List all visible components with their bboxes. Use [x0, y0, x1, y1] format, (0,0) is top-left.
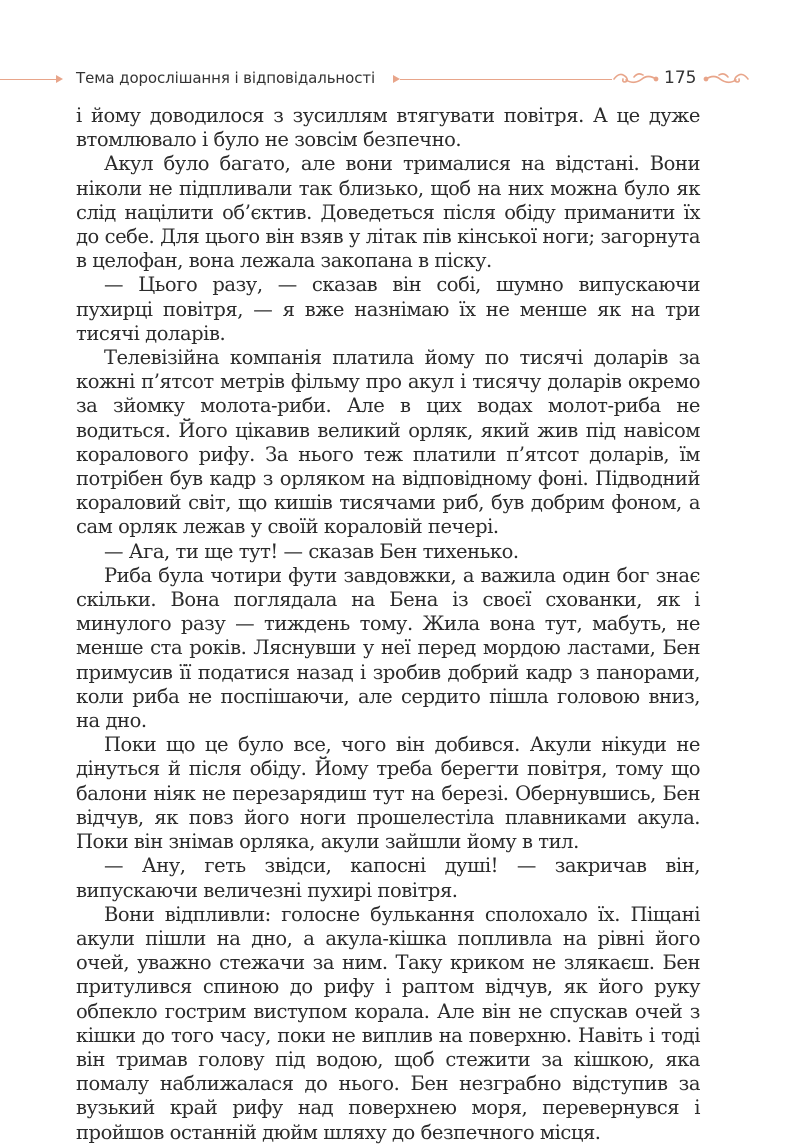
paragraph: Вони відпливли: голосне булькання сполохало їх. Піщані акули пішли на дно, а акула-кішка попливла на рівні його очей, уважно стежачи за ним. Таку криком не злякаєш. Бен притулився спиною до рифу і раптом відчув, як його руку обпекло гострим виступом корала. Але він не спускав очей з кішки до того часу, поки не виплив на поверхню. Навіть і тоді він тримав голову під водою, щоб стежити за кішкою, яка помалу наближалася до нього. Бен незграбно відступив за вузький край рифу над поверхнею моря, перевернувся і пройшов останній дюйм шляху до безпечного місця. [76, 902, 700, 1144]
paragraph: — Цього разу, — сказав він собі, шумно випускаючи пухирці повітря, — я вже назнімаю їх не менше як на три тисячі доларів. [76, 273, 700, 345]
paragraph: Риба була чотири фути завдовжки, а важила один бог знає скільки. Вона поглядала на Бена із своєї схованки, як і минулого разу — тиждень тому. Жила вона тут, мабуть, не менше ста років. Ляснувши у неї перед мордою ластами, Бен примусив її податися назад і зробив добрий кадр з панорами, коли риба не поспішаючи, але сердито пішла головою вниз, на дно. [76, 563, 700, 733]
right-scroll-ornament-icon [702, 68, 750, 90]
body-text [76, 104, 700, 1145]
paragraph: — Ану, геть звідси, капосні душі! — закричав він, випускаючи величезні пухирі повітря. [76, 854, 700, 902]
paragraph: Поки що це було все, чого він добився. Акули нікуди не дінуться й після обіду. Йому треба берегти повітря, тому що балони ніяк не перезарядиш тут на березі. Обернувшись, Бен відчув, як повз його ноги прошелестіла плавниками акула. Поки він знімав орляка, акули зайшли йому в тил. [76, 733, 700, 854]
page-number: 175 [664, 68, 697, 88]
paragraph: і йому доводилося з зусиллям втягувати повітря. А це дуже втомлювало і було не зовсім безпечно. [76, 104, 700, 152]
paragraph: — Ага, ти ще тут! — сказав Бен тихенько. [104, 539, 519, 563]
paragraph: Акул було багато, але вони трималися на відстані. Вони ніколи не підпливали так близько, щоб на них можна було як слід націлити об’єктив. Доведеться після обіду приманити їх до себе. Для цього він взяв у літак пів кінської ноги; загорнута в целофан, вона лежала закопана в піску. [76, 152, 700, 273]
header-mid-rule [400, 79, 612, 80]
header-mid-arrow-icon [393, 75, 400, 83]
header-left-rule [0, 79, 56, 80]
header-left-arrow-icon [56, 75, 63, 83]
running-header [0, 64, 794, 94]
left-scroll-ornament-icon [612, 68, 660, 90]
paragraph: Телевізійна компанія платила йому по тисячі доларів за кожні п’ятсот метрів фільму про акул і тисячу доларів окремо за зйомку молота-риби. Але в цих водах молот-риба не водиться. Його цікавив великий орляк, який жив під навісом коралового рифу. За нього теж платили п’ятсот доларів, їм потрібен був кадр з орляком на відповідному фоні. Підводний кораловий світ, що кишів тисячами риб, був добрим фоном, а сам орляк лежав у своїй кораловій печері. [76, 346, 700, 539]
running-title: Тема дорослішання і відповідальності [76, 69, 376, 87]
